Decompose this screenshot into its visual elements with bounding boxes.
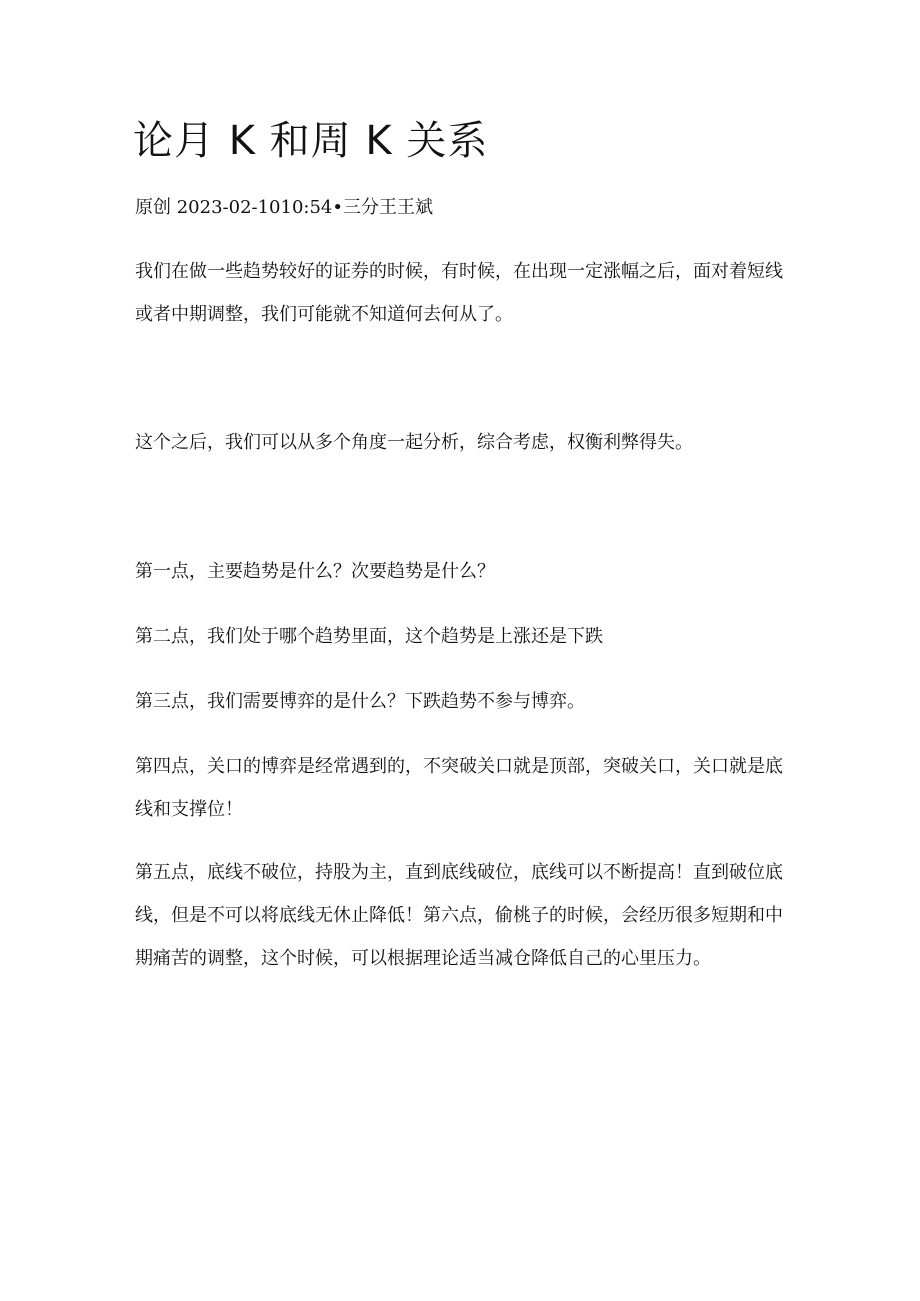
paragraph-point-1: 第一点，主要趋势是什么？次要趋势是什么？ bbox=[135, 561, 495, 582]
paragraph-point-4: 第四点，关口的博弈是经常遇到的，不突破关口就是顶部，突破关口，关口就是底线和支撑位！ bbox=[135, 756, 783, 820]
article-title: 论月 K 和周 K 关系 bbox=[133, 118, 489, 164]
paragraph-analysis: 这个之后，我们可以从多个角度一起分析，综合考虑，权衡利弊得失。 bbox=[135, 432, 693, 453]
paragraph-point-5-6: 第五点，底线不破位，持股为主，直到底线破位，底线可以不断提高！直到破位底线，但是不可以将底线无休止降低！第六点，偷桃子的时候，会经历很多短期和中期痛苦的调整，这个时候，可以根据理论适当减仓降低自己的心里压力。 bbox=[135, 862, 783, 969]
paragraph-intro: 我们在做一些趋势较好的证券的时候，有时候，在出现一定涨幅之后，面对着短线或者中期调整，我们可能就不知道何去何从了。 bbox=[135, 261, 783, 325]
article-meta: 原创 2023-02-1010:54•三分王王斌 bbox=[135, 197, 433, 218]
paragraph-point-3: 第三点，我们需要博弈的是什么？下跌趋势不参与博弈。 bbox=[135, 691, 585, 712]
paragraph-point-2: 第二点，我们处于哪个趋势里面，这个趋势是上涨还是下跌 bbox=[135, 626, 603, 647]
